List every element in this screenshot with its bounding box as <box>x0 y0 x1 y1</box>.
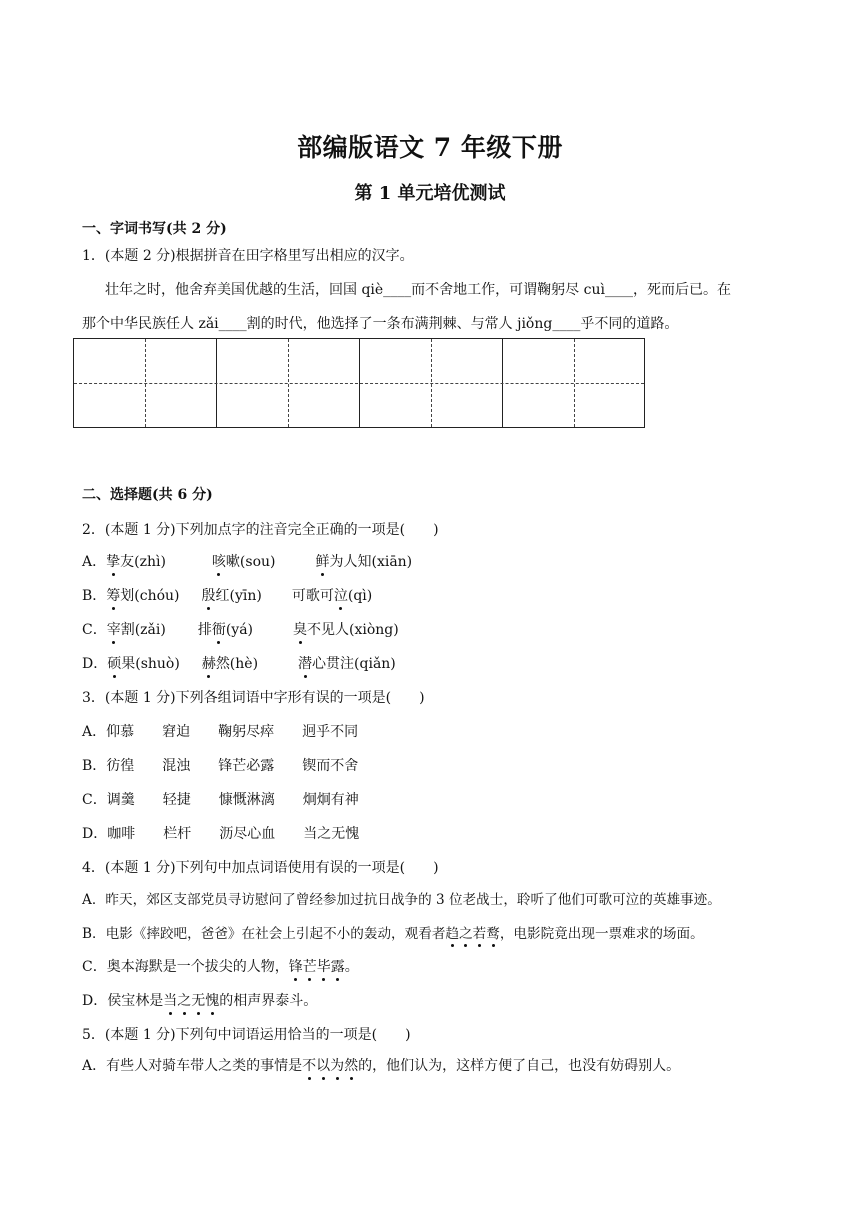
dotted-char: 之 <box>459 922 473 942</box>
option-text: 然(hè) <box>215 656 259 672</box>
dotted-char: 以 <box>316 1055 330 1075</box>
question-4-stem: 4．(本题 1 分)下列句中加点词语使用有误的一项是( ) <box>82 860 439 876</box>
question-4-option-c[interactable] <box>82 956 359 976</box>
question-2-option-c[interactable] <box>82 619 399 639</box>
dotted-char: 毕 <box>317 956 331 976</box>
option-text: C．奥本海默是一个拔尖的人物， <box>82 959 289 975</box>
question-2-stem: 2．(本题 1 分)下列加点字的注音完全正确的一项是( ) <box>82 522 439 538</box>
dotted-char: 咳 <box>212 551 226 571</box>
option-text: 的，他们认为，这样方便了自己，也没有妨碍别人。 <box>358 1058 681 1074</box>
dotted-char: 殷 <box>202 585 216 605</box>
option-text: B．电影《摔跤吧，爸爸》在社会上引起不小的轰动，观看者 <box>82 926 446 942</box>
question-2-option-a[interactable] <box>82 551 412 571</box>
dotted-char: 然 <box>344 1055 358 1075</box>
option-text: 心贯注(qiǎn) <box>312 656 396 672</box>
dotted-char: 挚 <box>106 551 120 571</box>
option-text: 排 <box>197 622 212 638</box>
option-text: 划(chóu) <box>120 588 180 604</box>
dotted-char: 赫 <box>202 653 216 673</box>
question-1-stem: 1．(本题 2 分)根据拼音在田字格里写出相应的汉字。 <box>82 248 414 264</box>
dotted-char: 宰 <box>107 619 121 639</box>
dotted-char: 露 <box>331 956 345 976</box>
option-text: 红(yīn) <box>215 588 262 604</box>
option-text: 嗽(sou) <box>225 554 276 570</box>
option-text: 不见人(xiòng) <box>307 622 399 638</box>
option-text: (qì) <box>347 588 373 604</box>
dotted-char: 若 <box>473 922 487 942</box>
dotted-char: 愧 <box>205 990 219 1010</box>
option-label: C． <box>82 622 107 638</box>
question-3-option-c[interactable]: C．调羹 轻捷 慷慨淋漓 炯炯有神 <box>82 792 359 808</box>
question-5-option-a[interactable] <box>82 1055 680 1075</box>
dotted-char: 衙 <box>212 619 226 639</box>
option-text: ，电影院竟出现一票难求的场面。 <box>499 926 704 942</box>
tianzige-writing-grid[interactable] <box>73 338 645 428</box>
option-label: A． <box>82 554 107 570</box>
section-heading-2: 二、选择题(共 6 分) <box>82 487 213 503</box>
dotted-phrase <box>163 993 219 1009</box>
dotted-char: 无 <box>191 990 205 1010</box>
dotted-char: 趋 <box>445 922 459 942</box>
question-3-stem: 3．(本题 1 分)下列各组词语中字形有误的一项是( ) <box>82 690 425 706</box>
question-2-option-b[interactable] <box>82 585 372 605</box>
question-1-passage-line-1: 壮年之时，他舍弃美国优越的生活，回国 qiè____而不舍地工作，可谓鞠躬尽 cuì____，死而后已。在 <box>105 282 731 298</box>
dotted-char: 潜 <box>298 653 312 673</box>
dotted-phrase <box>289 959 345 975</box>
question-1-passage-line-2: 那个中华民族任人 zǎi____割的时代，他选择了一条布满荆棘、与常人 jiǒng____乎不同的道路。 <box>82 316 679 332</box>
section-heading-1: 一、字词书写(共 2 分) <box>82 221 227 237</box>
dotted-char: 筹 <box>106 585 120 605</box>
dotted-phrase <box>302 1058 358 1074</box>
dotted-char: 为 <box>330 1055 344 1075</box>
option-text: (yá) <box>225 622 254 638</box>
dotted-char: 硕 <box>107 653 121 673</box>
option-text: 割(zǎi) <box>120 622 166 638</box>
question-2-option-d[interactable] <box>82 653 396 673</box>
option-label: D． <box>82 656 108 672</box>
option-text: D．侯宝林是 <box>82 993 164 1009</box>
question-3-option-b[interactable]: B．彷徨 混浊 锋芒必露 锲而不舍 <box>82 758 359 774</box>
option-text: 为人知(xiān) <box>329 554 413 570</box>
option-text: 。 <box>344 959 359 975</box>
dotted-char: 鲜 <box>315 551 329 571</box>
dotted-char: 泣 <box>334 585 348 605</box>
dotted-char: 之 <box>177 990 191 1010</box>
question-5-stem: 5．(本题 1 分)下列句中词语运用恰当的一项是( ) <box>82 1027 411 1043</box>
option-text: A．有些人对骑车带人之类的事情是 <box>82 1058 303 1074</box>
page-title: 部编版语文 7 年级下册 <box>297 133 563 162</box>
question-3-option-a[interactable]: A．仰慕 窘迫 鞠躬尽瘁 迥乎不同 <box>82 724 359 740</box>
page-subtitle: 第 1 单元培优测试 <box>354 183 506 204</box>
question-3-option-d[interactable]: D．咖啡 栏杆 沥尽心血 当之无愧 <box>82 826 360 842</box>
question-4-option-a[interactable] <box>82 888 721 908</box>
dotted-char: 不 <box>302 1055 316 1075</box>
grid-midline <box>74 383 644 384</box>
option-label: B． <box>82 588 107 604</box>
option-text: A．昨天，郊区支部党员寻访慰问了曾经参加过抗日战争的 3 位老战士，聆听了他们可歌可泣的英雄事迹。 <box>82 892 721 908</box>
option-text: 的相声界泰斗。 <box>219 993 318 1009</box>
dotted-char: 当 <box>163 990 177 1010</box>
dotted-char: 芒 <box>303 956 317 976</box>
dotted-char: 臭 <box>293 619 307 639</box>
dotted-phrase <box>445 926 499 942</box>
dotted-char: 锋 <box>289 956 303 976</box>
option-text: 友(zhì) <box>120 554 166 570</box>
option-text: 果(shuò) <box>121 656 180 672</box>
question-4-option-b[interactable] <box>82 922 704 942</box>
dotted-char: 鹜 <box>486 922 500 942</box>
option-text: 可歌可 <box>291 588 334 604</box>
question-4-option-d[interactable] <box>82 990 317 1010</box>
